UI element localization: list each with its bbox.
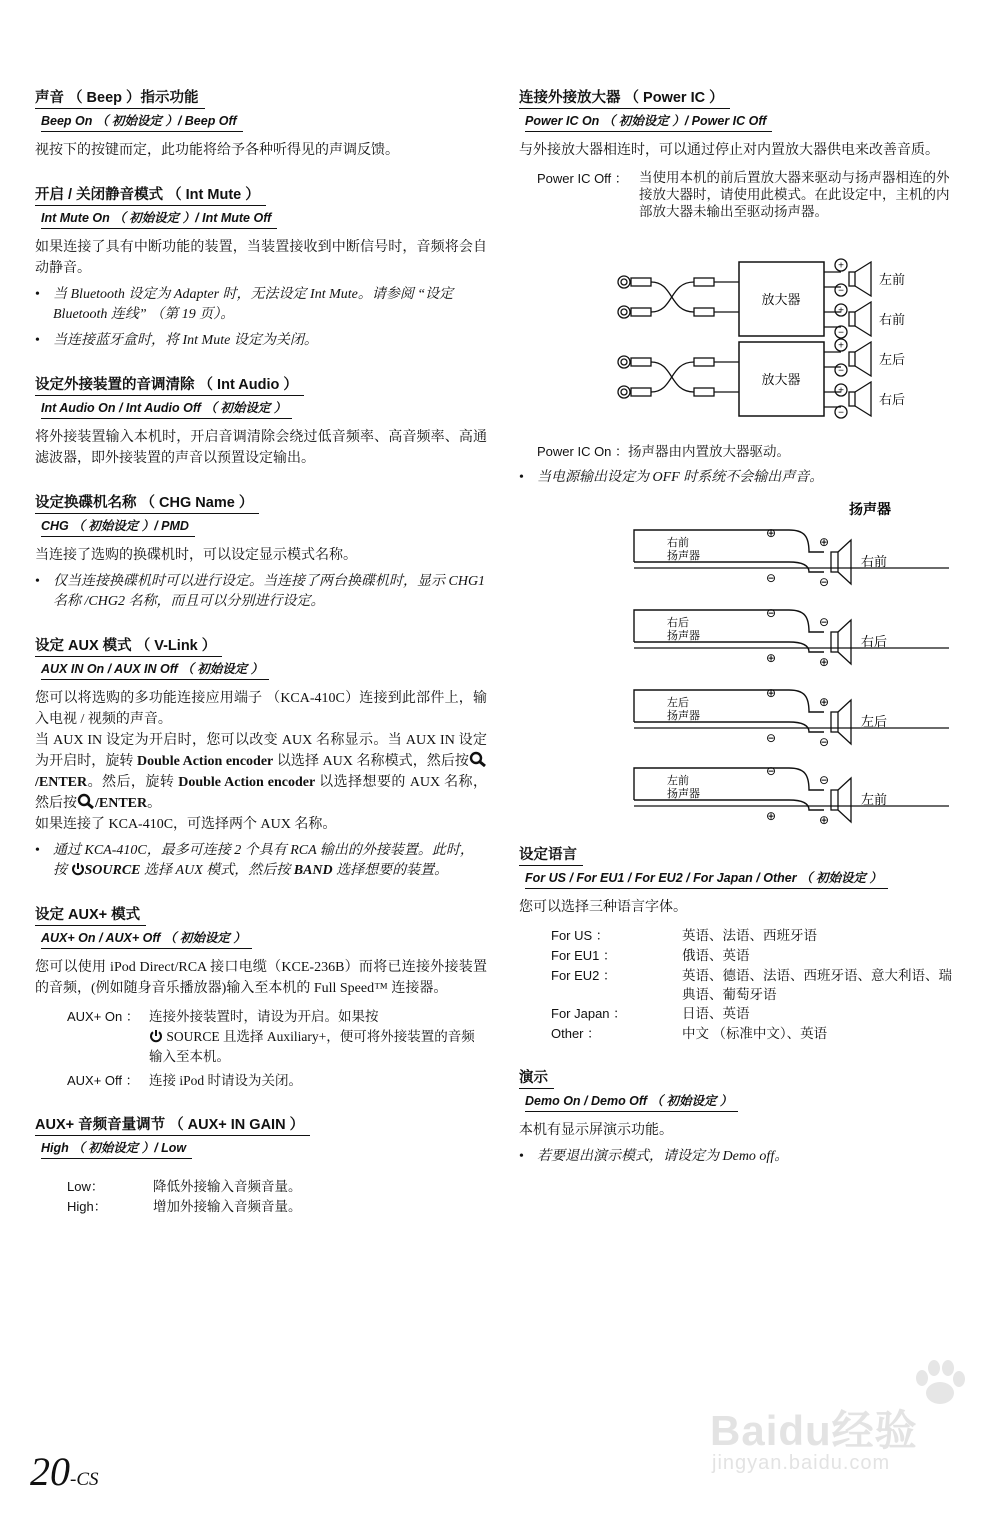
svg-text:扬声器: 扬声器 — [667, 550, 700, 562]
section-title: 演示 — [519, 1066, 554, 1089]
speaker-row-left-rear — [634, 686, 949, 749]
language-table — [551, 926, 971, 1044]
speaker-row-left-front — [634, 764, 949, 827]
note: • 当 Bluetooth 设定为 Adapter 时，无法设定 Int Mute。请参阅 “设定 Bluetooth 连线” （第 19 页）。 — [35, 287, 454, 322]
section-options: CHG （ 初始设定 ）/ PMD — [41, 516, 195, 537]
svg-text:−: − — [838, 327, 844, 339]
svg-text:⊖: ⊖ — [818, 735, 830, 749]
section-options: High （ 初始设定 ）/ Low — [41, 1138, 192, 1159]
note: • 仅当连接换碟机时可以进行设定。当连接了两台换碟机时，显示 CHG1 名称 /CHG2 名称，而且可以分别进行设定。 — [35, 574, 486, 609]
section-body: 当 AUX IN 设定为开启时，您可以改变 AUX 名称显示。当 AUX IN 设定为开启时，旋转 Double Action encoder 以选择 AUX 名称模式，然后按/ENTER。然后，旋转 Double Action encoder 以选择想要的 AUX 名称，然后按 /ENTER。 — [35, 733, 488, 811]
language-row: For US ： 英语、法语、西班牙语 — [551, 928, 817, 943]
amp-group-rear — [618, 339, 871, 418]
left-column — [35, 86, 487, 1239]
option-row: AUX+ Off ： 连接 iPod 时请设为关闭。 — [67, 1073, 303, 1088]
language-row: For Japan ： 日语、英语 — [551, 1006, 750, 1021]
svg-text:⊕: ⊕ — [765, 651, 777, 665]
section-aux-plus — [35, 903, 487, 1091]
section-title: 设定 AUX+ 模式 — [35, 903, 146, 926]
section-language — [519, 843, 971, 1044]
language-row: For EU1 ： 俄语、英语 — [551, 948, 750, 963]
section-body: 您可以将选购的多功能连接应用端子 （KCA-410C）连接到此部件上，输入电视 / 视频的声音。 — [35, 691, 487, 727]
watermark — [710, 1368, 990, 1488]
section-title: 开启 / 关闭静音模式 （ Int Mute ） — [35, 183, 266, 206]
section-body: 您可以选择三种语言字体。 — [519, 900, 687, 915]
section-power-ic — [519, 86, 971, 829]
svg-text:+: + — [838, 260, 844, 272]
section-title: 设定外接装置的音调清除 （ Int Audio ） — [35, 373, 304, 396]
svg-text:⊖: ⊖ — [818, 773, 830, 787]
section-title: 声音 （ Beep ）指示功能 — [35, 86, 205, 109]
search-icon — [77, 796, 95, 811]
speaker-label: 左前 — [879, 272, 906, 287]
svg-text:⊖: ⊖ — [765, 731, 777, 745]
svg-text:−: − — [838, 365, 844, 377]
language-row: For EU2 ： 英语、德语、法语、西班牙语、意大利语、瑞典语、葡萄牙语 — [551, 968, 952, 1002]
svg-text:⊖: ⊖ — [765, 571, 777, 585]
amp-label: 放大器 — [761, 372, 801, 387]
speaker-row-right-front — [634, 526, 949, 589]
svg-text:⊕: ⊕ — [818, 535, 830, 549]
svg-text:左后: 左后 — [667, 697, 689, 709]
section-title: 连接外接放大器 （ Power IC ） — [519, 86, 730, 109]
speaker-label: 右前 — [879, 312, 906, 327]
section-options: Beep On （ 初始设定 ）/ Beep Off — [41, 111, 243, 132]
power-icon — [149, 1029, 163, 1044]
section-options: Int Mute On （ 初始设定 ）/ Int Mute Off — [41, 208, 277, 229]
svg-text:右后: 右后 — [667, 617, 689, 629]
svg-text:−: − — [838, 285, 844, 297]
section-body: 与外接放大器相连时，可以通过停止对内置放大器供电来改善音质。 — [519, 143, 939, 158]
option-row: Power IC On ： 扬声器由内置放大器驱动。 — [537, 444, 791, 459]
svg-text:⊕: ⊕ — [818, 695, 830, 709]
watermark-text: Baidu经验 — [710, 1407, 918, 1454]
section-body: 将外接装置输入本机时，开启音调清除会绕过低音频率、高音频率、高通滤波器，即外接装置的声音以预置设定输出。 — [35, 430, 487, 466]
power-icon — [71, 863, 85, 878]
speaker-label: 右后 — [879, 392, 906, 407]
watermark-url: jingyan.baidu.com — [712, 1452, 891, 1474]
section-beep — [35, 86, 487, 161]
speaker-label: 左后 — [879, 352, 906, 367]
section-body: 当连接了选购的换碟机时，可以设定显示模式名称。 — [35, 548, 357, 563]
svg-text:−: − — [838, 407, 844, 419]
section-options: Int Audio On / Int Audio Off （ 初始设定 ） — [41, 398, 292, 419]
right-column — [519, 86, 971, 1189]
svg-text:扬声器: 扬声器 — [667, 788, 700, 800]
section-body: 如果连接了具有中断功能的装置，当装置接收到中断信号时，音频将会自动静音。 — [35, 240, 487, 276]
svg-text:右前: 右前 — [861, 554, 888, 569]
svg-text:右前: 右前 — [667, 537, 689, 549]
svg-text:⊕: ⊕ — [765, 526, 777, 540]
amp-label: 放大器 — [761, 292, 801, 307]
page-number: 20-CS — [30, 1449, 99, 1494]
section-options: For US / For EU1 / For EU2 / For Japan / Other （ 初始设定 ） — [525, 868, 888, 889]
svg-text:⊕: ⊕ — [818, 655, 830, 669]
speaker-title: 扬声器 — [849, 501, 891, 517]
section-int-audio — [35, 373, 487, 469]
speaker-row-right-rear — [634, 606, 949, 669]
amplifier-wiring-diagram — [519, 232, 959, 432]
svg-text:扬声器: 扬声器 — [667, 630, 700, 642]
speaker-polarity-diagram — [519, 494, 959, 829]
svg-text:⊕: ⊕ — [765, 809, 777, 823]
section-options: AUX IN On / AUX IN Off （ 初始设定 ） — [41, 659, 269, 680]
option-row: Power IC Off ： 当使用本机的前后置放大器来驱动与扬声器相连的外接放大器时，请使用此模式。在此设定中，主机的内部放大器未输出至驱动扬声器。 — [537, 170, 950, 219]
svg-text:⊕: ⊕ — [765, 686, 777, 700]
section-title: 设定语言 — [519, 843, 583, 866]
note: • 当电源输出设定为 OFF 时系统不会输出声音。 — [519, 470, 824, 485]
section-body: 如果连接了 KCA-410C，可选择两个 AUX 名称。 — [35, 817, 337, 832]
svg-text:⊖: ⊖ — [818, 575, 830, 589]
svg-text:左后: 左后 — [861, 714, 888, 729]
section-body: 您可以使用 iPod Direct/RCA 接口电缆（KCE-236B）而将已连接外接装置的音频，(例如随身音乐播放器)输入至本机的 Full Speed™ 连接器。 — [35, 960, 487, 996]
search-icon — [469, 754, 487, 769]
svg-text:左前: 左前 — [667, 775, 689, 787]
amp-group-front — [618, 259, 871, 338]
section-demo — [519, 1066, 971, 1167]
note: • 当连接蓝牙盒时，将 Int Mute 设定为关闭。 — [35, 333, 318, 348]
svg-text:扬声器: 扬声器 — [667, 710, 700, 722]
svg-text:左前: 左前 — [861, 792, 888, 807]
svg-text:+: + — [838, 385, 844, 397]
svg-text:+: + — [838, 305, 844, 317]
section-body: 本机有显示屏演示功能。 — [519, 1123, 673, 1138]
svg-text:⊖: ⊖ — [765, 764, 777, 778]
option-row: Low： 降低外接输入音频音量。 — [67, 1179, 302, 1194]
note: • 通过 KCA-410C，最多可连接 2 个具有 RCA 输出的外接装置。此时，按 SOURCE 选择 AUX 模式，然后按 BAND 选择想要的装置。 — [35, 843, 474, 878]
svg-text:右后: 右后 — [861, 634, 888, 649]
section-title: AUX+ 音频音量调节 （ AUX+ IN GAIN ） — [35, 1113, 310, 1136]
note: • 若要退出演示模式，请设定为 Demo off。 — [519, 1149, 789, 1164]
section-chg-name — [35, 491, 487, 612]
option-row: High： 增加外接输入音频音量。 — [67, 1199, 302, 1214]
language-row: Other ： 中文 （标准中文）、英语 — [551, 1026, 828, 1041]
section-v-link — [35, 634, 487, 881]
section-aux-gain — [35, 1113, 487, 1217]
section-options: AUX+ On / AUX+ Off （ 初始设定 ） — [41, 928, 252, 949]
svg-text:⊖: ⊖ — [765, 606, 777, 620]
svg-text:⊕: ⊕ — [818, 813, 830, 827]
svg-text:⊖: ⊖ — [818, 615, 830, 629]
svg-text:+: + — [838, 340, 844, 352]
section-title: 设定 AUX 模式 （ V-Link ） — [35, 634, 222, 657]
section-title: 设定换碟机名称 （ CHG Name ） — [35, 491, 259, 514]
section-options: Demo On / Demo Off （ 初始设定 ） — [525, 1091, 738, 1112]
section-body: 视按下的按键而定，此功能将给予各种听得见的声调反馈。 — [35, 143, 399, 158]
section-int-mute — [35, 183, 487, 351]
section-options: Power IC On （ 初始设定 ）/ Power IC Off — [525, 111, 772, 132]
option-row: AUX+ On ： 连接外接装置时，请设为开启。如果按 SOURCE 且选择 Auxiliary+，便可将外接装置的音频输入至本机。 — [67, 1009, 475, 1064]
